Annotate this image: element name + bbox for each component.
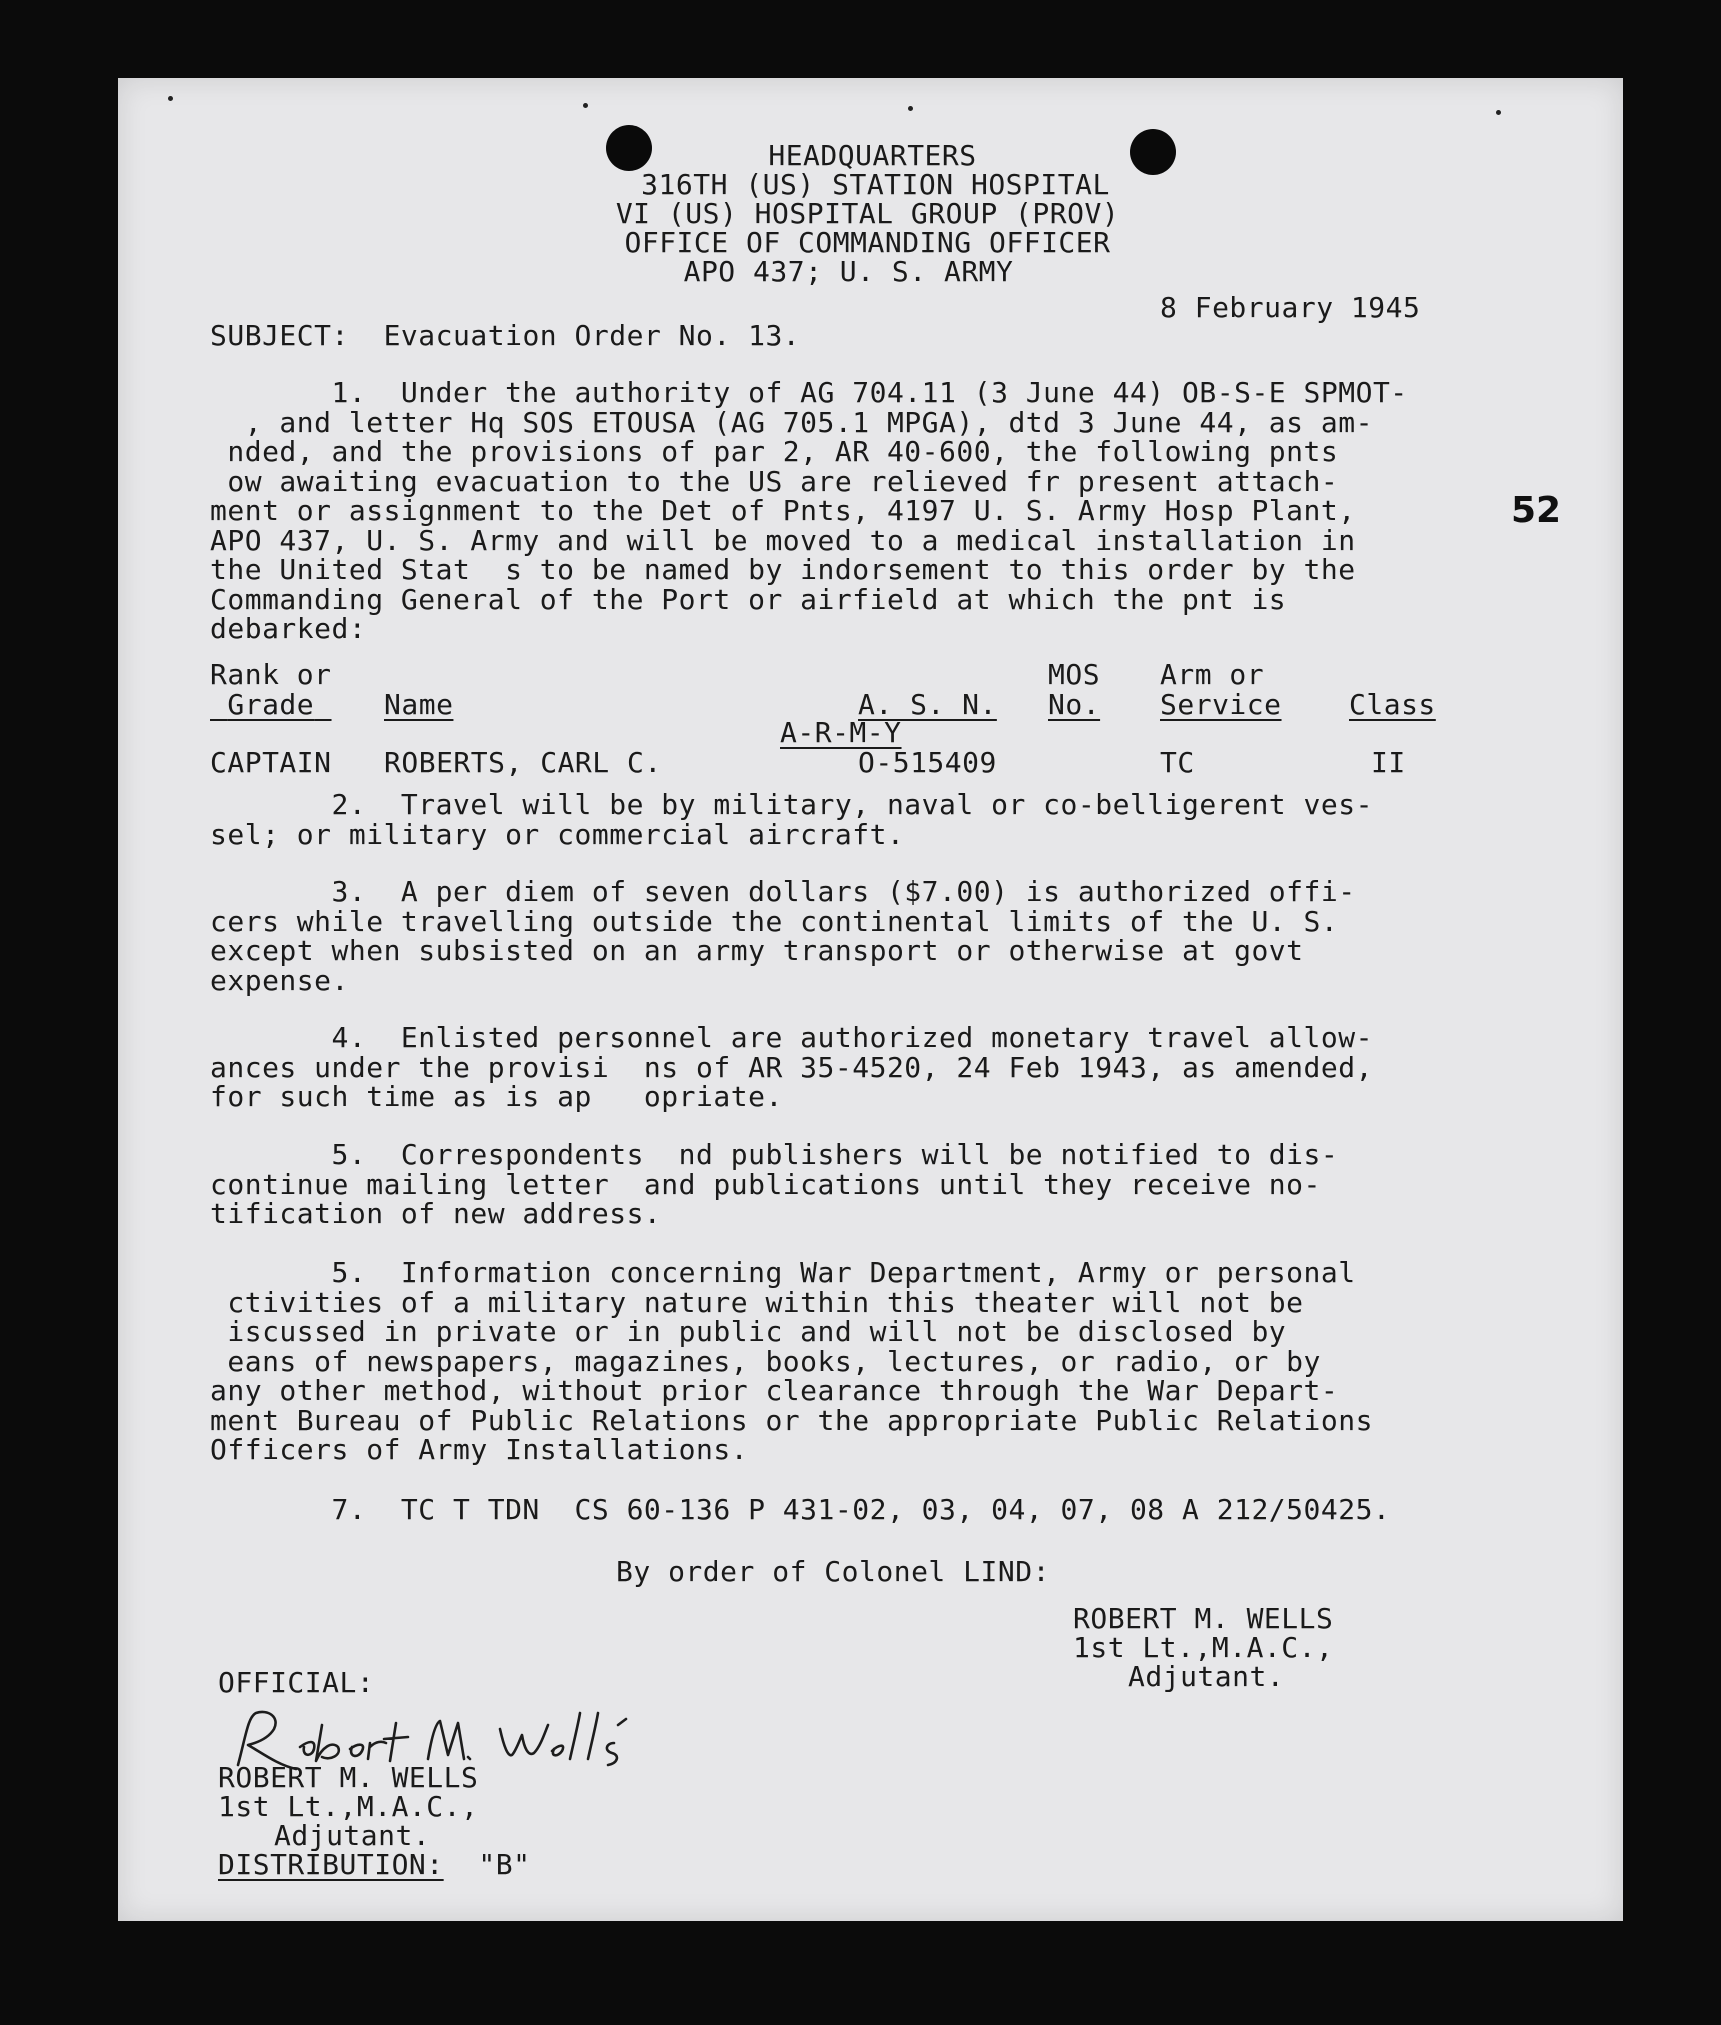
distribution-value: "B" [478, 1848, 531, 1881]
header-line-3: VI (US) HOSPITAL GROUP (PROV) [615, 197, 1120, 230]
th-mos-bottom: No. [1048, 688, 1101, 721]
official-label: OFFICIAL: [218, 1666, 375, 1699]
text-line: ment Bureau of Public Relations or the appropriate Public Relations [210, 1403, 1373, 1437]
th-rank-bottom [210, 688, 332, 721]
text-line: iscussed in private or in public and will not be disclosed by [210, 1315, 1287, 1348]
text-line: 5. Information concerning War Department, Army or personal [210, 1256, 1356, 1289]
text-line: Officers of Army Installations. [210, 1433, 749, 1466]
signer-title: Adjutant. [1128, 1660, 1285, 1693]
speck [908, 106, 913, 111]
text-line: the United Stat s to be named by indorsement to this order by the [210, 553, 1356, 586]
page-number: 52 [1511, 490, 1562, 531]
header-line-5: APO 437; U. S. ARMY [683, 255, 1014, 288]
cell-name: ROBERTS, CARL C. [384, 746, 662, 779]
cell-asn: O-515409 [858, 746, 997, 779]
signer-name: ROBERT M. WELLS [1073, 1602, 1334, 1635]
subject-label: SUBJECT: [210, 319, 349, 352]
cell-class: II [1371, 746, 1406, 779]
subject-text: Evacuation Order No. 13. [383, 319, 801, 352]
header-line-2: 316TH (US) STATION HOSPITAL [641, 168, 1110, 201]
cell-rank: CAPTAIN [210, 746, 332, 779]
text-line: 1. Under the authority of AG 704.11 (3 June 44) OB-S-E SPMOT- [210, 376, 1408, 409]
distribution-label: DISTRIBUTION: [218, 1848, 444, 1881]
text-line: APO 437, U. S. Army and will be moved to a medical installation in [210, 523, 1356, 557]
text-line: Commanding General of the Port or airfield at which the pnt is [210, 582, 1287, 616]
text-line: except when subsisted on an army transport or otherwise at govt [210, 934, 1304, 967]
header-line-1: HEADQUARTERS [768, 139, 977, 172]
th-rank-top: Rank or [210, 658, 332, 691]
paragraph-5-information [210, 1258, 1373, 1465]
paragraph-5-correspondence [210, 1140, 1338, 1229]
th-class: Class [1349, 688, 1436, 721]
paragraph-1 [210, 378, 1408, 644]
by-order-line: By order of Colonel LIND: [616, 1555, 1050, 1588]
text-line: sel; or military or commercial aircraft. [210, 817, 905, 851]
document-date: 8 February 1945 [1160, 291, 1421, 324]
text-line: expense. [210, 963, 349, 997]
text-line: ctivities of a military nature within this theater will not be [210, 1285, 1304, 1319]
official-name: ROBERT M. WELLS [218, 1761, 479, 1794]
text-line: ow awaiting evacuation to the US are relieved fr present attach- [210, 464, 1339, 498]
text-line: nded, and the provisions of par 2, AR 40-600, the following pnts [210, 435, 1339, 468]
text-line: 2. Travel will be by military, naval or co-belligerent ves- [210, 788, 1373, 821]
paragraph-4 [210, 1023, 1373, 1112]
document-page [118, 78, 1623, 1921]
text-line: ances under the provisi ns of AR 35-4520, 24 Feb 1943, as amended, [210, 1050, 1373, 1084]
text-line: any other method, without prior clearance through the War Depart- [210, 1374, 1339, 1407]
subject-line [210, 319, 800, 352]
text-line: ment or assignment to the Det of Pnts, 4197 U. S. Army Hosp Plant, [210, 494, 1356, 527]
text-line: cers while travelling outside the continental limits of the U. S. [210, 904, 1339, 938]
army-label: A-R-M-Y [780, 716, 902, 749]
paragraph-2 [210, 790, 1373, 849]
header-line-4: OFFICE OF COMMANDING OFFICER [624, 226, 1111, 259]
th-rank-text: Grade [227, 688, 315, 721]
text-line: for such time as is ap opriate. [210, 1080, 783, 1113]
th-arm-bottom: Service [1160, 688, 1282, 721]
text-line: , and letter Hq SOS ETOUSA (AG 705.1 MPGA), dtd 3 June 44, as am- [210, 405, 1373, 439]
signer-rank: 1st Lt.,M.A.C., [1073, 1631, 1334, 1664]
distribution-line [218, 1848, 530, 1881]
speck [1496, 110, 1501, 115]
th-asn: A. S. N. [858, 688, 997, 721]
text-line: debarked: [210, 612, 367, 645]
text-line: tification of new address. [210, 1197, 662, 1230]
cell-arm: TC [1160, 746, 1195, 779]
speck [583, 103, 588, 108]
text-line: 5. Correspondents nd publishers will be notified to dis- [210, 1138, 1339, 1171]
text-line: eans of newspapers, magazines, books, lectures, or radio, or by [210, 1344, 1321, 1378]
text-line: continue mailing letter and publications until they receive no- [210, 1167, 1321, 1201]
text-line: 3. A per diem of seven dollars ($7.00) is authorized offi- [210, 875, 1356, 908]
th-name: Name [384, 688, 454, 721]
th-mos-top: MOS [1048, 658, 1101, 691]
official-title: Adjutant. [274, 1819, 431, 1852]
th-arm-top: Arm or [1160, 658, 1265, 691]
paragraph-7: 7. TC T TDN CS 60-136 P 431-02, 03, 04, 07, 08 A 212/50425. [210, 1493, 1391, 1526]
paragraph-3 [210, 877, 1356, 995]
speck [168, 96, 173, 101]
official-rank: 1st Lt.,M.A.C., [218, 1790, 479, 1823]
text-line: 4. Enlisted personnel are authorized monetary travel allow- [210, 1021, 1373, 1054]
